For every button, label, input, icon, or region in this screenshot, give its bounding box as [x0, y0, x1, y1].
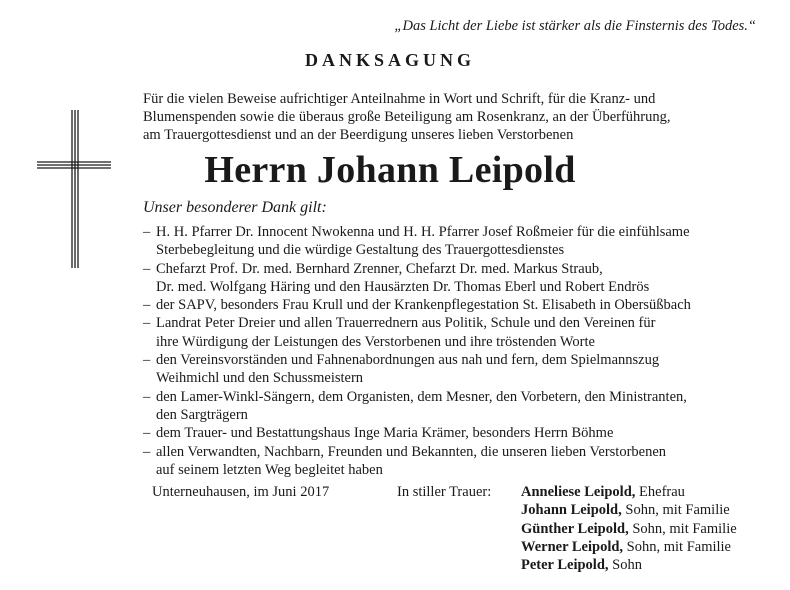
list-item [143, 443, 755, 480]
mourner-relation: Sohn, mit Familie [625, 502, 730, 519]
list-item-line: dem Trauer- und Bestattungshaus Inge Maria Krämer, besonders Herrn Böhme [156, 425, 614, 442]
intro-line: Blumenspenden sowie die überaus große Beteiligung am Rosenkranz, an der Überführung, [143, 109, 671, 125]
list-dash: – [143, 425, 151, 442]
list-item [143, 351, 755, 388]
intro-paragraph [143, 90, 755, 144]
silent-mourning-label: In stiller Trauer: [397, 484, 492, 500]
list-dash: – [143, 352, 151, 369]
list-item-line: den Sargträgern [156, 406, 248, 423]
mourner-name: Anneliese Leipold, [521, 484, 636, 500]
list-item [143, 424, 755, 442]
intro-line: Für die vielen Beweise aufrichtiger Anteilnahme in Wort und Schrift, für die Kranz- und [143, 91, 656, 107]
mourner-entry [521, 538, 737, 556]
deceased-name: Herrn Johann Leipold [204, 149, 576, 191]
mourner-entry [521, 501, 737, 519]
list-item [143, 314, 755, 351]
list-item [143, 223, 755, 260]
list-item-line: den Lamer-Winkl-Sängern, dem Organisten, dem Mesner, den Vorbetern, den Ministranten, [156, 388, 687, 405]
mourners-list [521, 483, 737, 574]
list-dash: – [143, 388, 151, 405]
list-item-line: den Vereinsvorständen und Fahnenabordnungen aus nah und fern, dem Spielmannszug [156, 352, 660, 369]
list-item [143, 296, 755, 314]
intro-line: am Trauergottesdienst und an der Beerdigung unseres lieben Verstorbenen [143, 127, 574, 143]
list-item-line: Sterbebegleitung und die würdige Gestaltung des Trauergottesdienstes [156, 242, 565, 259]
place-date: Unterneuhausen, im Juni 2017 [152, 484, 330, 500]
list-item-line: der SAPV, besonders Frau Krull und der Krankenpflegestation St. Elisabeth in Obersüßbach [156, 297, 691, 314]
mourner-entry [521, 556, 737, 574]
list-dash: – [143, 224, 151, 240]
thanks-heading: Unser besonderer Dank gilt: [143, 199, 327, 216]
list-item-line: Dr. med. Wolfgang Häring und den Hausärzten Dr. Thomas Eberl und Robert Endrös [156, 278, 650, 295]
mourner-entry [521, 520, 737, 538]
list-dash: – [143, 297, 151, 314]
list-item [143, 260, 755, 297]
mourner-name: Peter Leipold, [521, 557, 609, 574]
mourner-name: Johann Leipold, [521, 502, 622, 519]
list-dash: – [143, 443, 151, 460]
mourner-entry [521, 483, 737, 501]
mourner-name: Günther Leipold, [521, 520, 629, 537]
mourner-relation: Sohn, mit Familie [626, 538, 731, 555]
list-dash: – [143, 260, 151, 277]
list-item-line: allen Verwandten, Nachbarn, Freunden und Bekannten, die unseren lieben Verstorbenen [156, 443, 667, 460]
mourner-relation: Sohn, mit Familie [632, 520, 737, 537]
mourner-name: Werner Leipold, [521, 538, 624, 555]
list-item-line: auf seinem letzten Weg begleitet haben [156, 461, 383, 478]
list-item-line: Landrat Peter Dreier und allen Trauerrednern aus Politik, Schule und den Vereinen für [156, 315, 656, 332]
list-dash: – [143, 315, 151, 332]
list-item-line: ihre Würdigung der Leistungen des Verstorbenen und ihre tröstenden Worte [156, 333, 595, 350]
list-item-line: H. H. Pfarrer Dr. Innocent Nwokenna und H. H. Pfarrer Josef Roßmeier für die einfühlsame [156, 224, 690, 240]
epigraph-quote: „Das Licht der Liebe ist stärker als die Finsternis des Todes.“ [394, 18, 756, 34]
list-item-line: Chefarzt Prof. Dr. med. Bernhard Zrenner, Chefarzt Dr. med. Markus Straub, [156, 260, 603, 277]
list-item-line: Weihmichl und den Schussmeistern [156, 370, 364, 387]
page-title: DANKSAGUNG [304, 50, 475, 70]
list-item [143, 388, 755, 425]
cross-icon [35, 108, 113, 270]
mourner-relation: Ehefrau [639, 484, 685, 500]
mourner-relation: Sohn [612, 557, 642, 574]
thanks-list [143, 223, 755, 479]
